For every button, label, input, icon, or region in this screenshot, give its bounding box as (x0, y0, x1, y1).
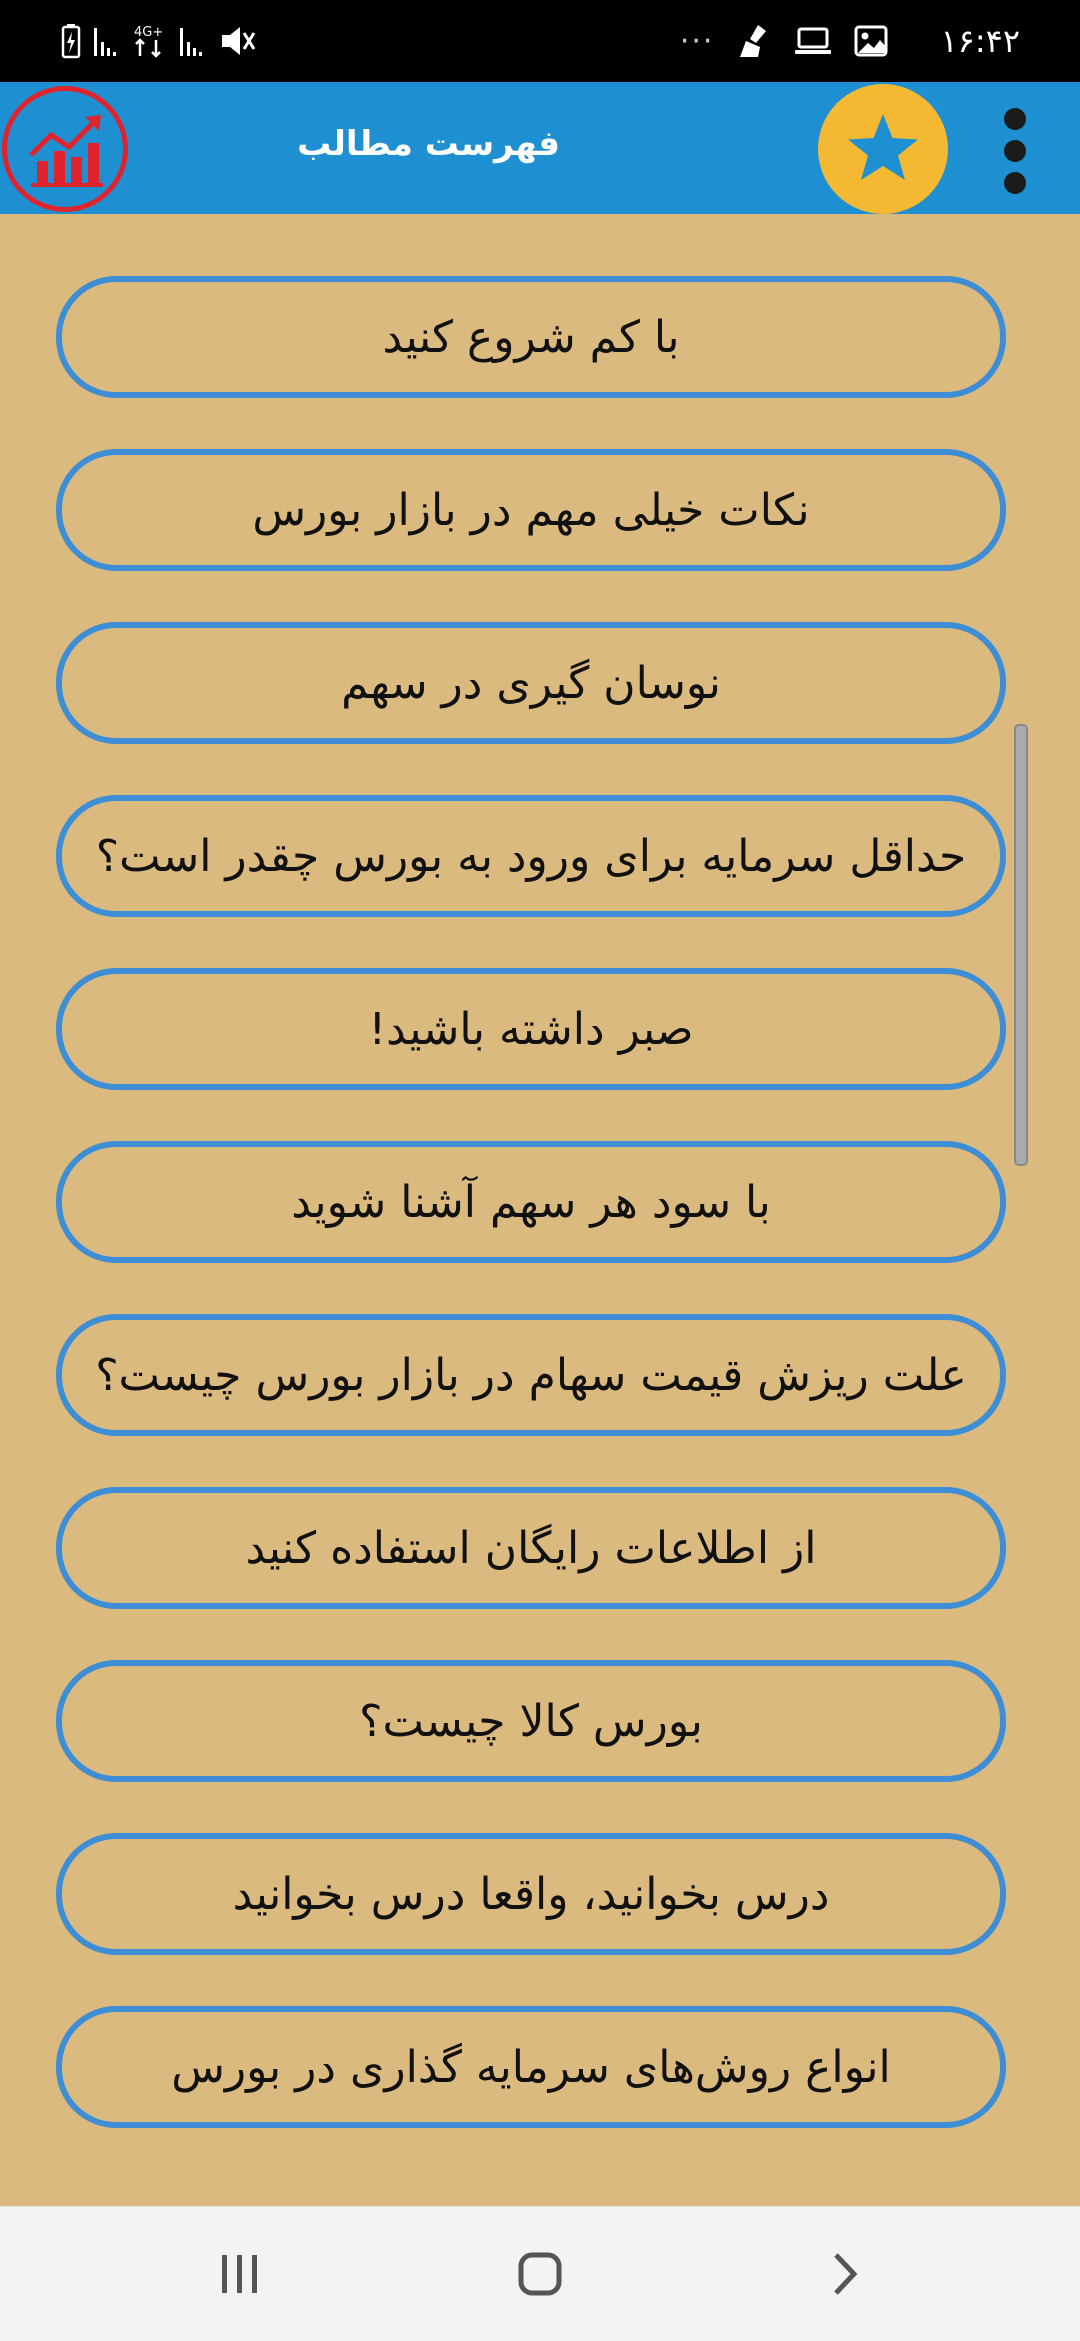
status-bar (0, 0, 1080, 82)
laptop-icon (794, 26, 832, 56)
topics-list (0, 214, 1080, 2204)
list-item[interactable]: حداقل سرمایه برای ورود به بورس چقدر است؟ (56, 795, 1006, 917)
favorites-button[interactable] (818, 84, 948, 214)
recents-icon[interactable] (216, 2247, 264, 2301)
more-vert-icon[interactable] (995, 102, 1035, 202)
signal-icon (178, 24, 208, 58)
list-item[interactable]: با سود هر سهم آشنا شوید (56, 1141, 1006, 1263)
status-time: ۱۶:۴۲ (940, 22, 1020, 60)
chart-button[interactable] (2, 86, 128, 212)
mute-icon (218, 23, 258, 59)
svg-text:4G+: 4G+ (134, 25, 164, 40)
network-4g-icon (132, 22, 168, 60)
app-bar (0, 82, 1080, 214)
chart-icon (7, 91, 123, 207)
list-item[interactable]: علت ریزش قیمت سهام در بازار بورس چیست؟ (56, 1314, 1006, 1436)
list-item[interactable]: با کم شروع کنید (56, 276, 1006, 398)
image-icon (854, 25, 888, 57)
battery-icon (60, 23, 82, 59)
list-item[interactable]: صبر داشته باشید! (56, 968, 1006, 1090)
back-icon[interactable] (820, 2247, 868, 2301)
status-left-icons (60, 18, 258, 64)
list-item[interactable]: از اطلاعات رایگان استفاده کنید (56, 1487, 1006, 1609)
star-icon (818, 84, 948, 214)
system-nav-bar (0, 2206, 1080, 2341)
list-item[interactable]: نکات خیلی مهم در بازار بورس (56, 449, 1006, 571)
list-item[interactable]: درس بخوانید، واقعا درس بخوانید (56, 1833, 1006, 1955)
list-item[interactable]: بورس کالا چیست؟ (56, 1660, 1006, 1782)
list-item[interactable]: انواع روش‌های سرمایه گذاری در بورس (56, 2006, 1006, 2128)
status-right-icons (680, 18, 1020, 64)
page-title: فهرست مطالب (297, 124, 560, 164)
signal-icon (92, 24, 122, 58)
list-item[interactable]: نوسان گیری در سهم (56, 622, 1006, 744)
scrollbar[interactable] (1014, 724, 1028, 1166)
overflow-dots: ··· (679, 23, 715, 59)
cleaner-icon (736, 23, 772, 59)
home-icon[interactable] (516, 2247, 564, 2301)
